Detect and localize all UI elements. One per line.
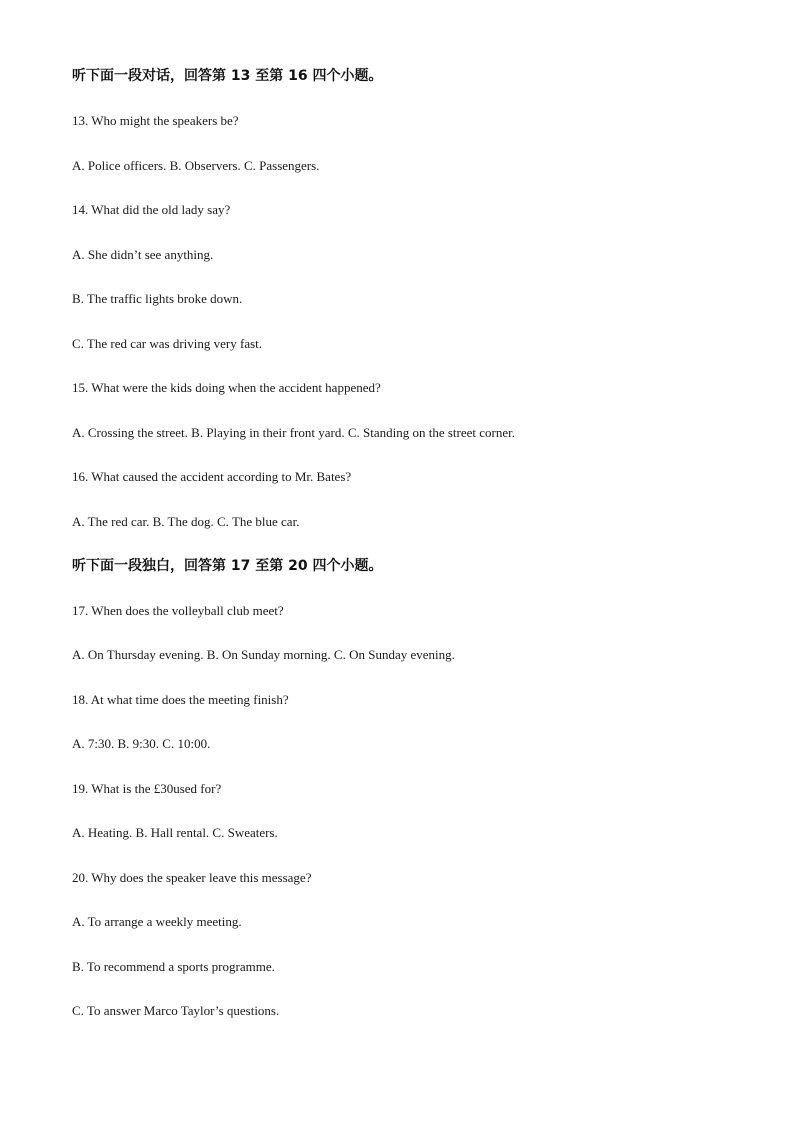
question-17: 17. When does the volleyball club meet? xyxy=(72,603,284,618)
question-14-option-c: C. The red car was driving very fast. xyxy=(72,336,263,351)
question-14-option-b: B. The traffic lights broke down. xyxy=(72,291,243,306)
question-20: 20. Why does the speaker leave this message? xyxy=(72,870,312,885)
question-19-options: A. Heating. B. Hall rental. C. Sweaters. xyxy=(72,825,278,840)
question-17-options: A. On Thursday evening. B. On Sunday morning. C. On Sunday evening. xyxy=(72,647,455,662)
question-15: 15. What were the kids doing when the accident happened? xyxy=(72,380,381,395)
section-heading-monologue: 听下面一段独白，回答第 17 至第 20 四个小题。 xyxy=(72,558,383,574)
question-16-options: A. The red car. B. The dog. C. The blue car. xyxy=(72,514,300,529)
section-heading-dialogue: 听下面一段对话，回答第 13 至第 16 四个小题。 xyxy=(72,68,383,84)
question-13-options: A. Police officers. B. Observers. C. Passengers. xyxy=(72,158,320,173)
question-14-option-a: A. She didn’t see anything. xyxy=(72,247,214,262)
question-18: 18. At what time does the meeting finish? xyxy=(72,692,289,707)
question-15-options: A. Crossing the street. B. Playing in their front yard. C. Standing on the street corner. xyxy=(72,425,516,440)
question-20-option-a: A. To arrange a weekly meeting. xyxy=(72,914,242,929)
question-20-option-c: C. To answer Marco Taylor’s questions. xyxy=(72,1003,280,1018)
question-20-option-b: B. To recommend a sports programme. xyxy=(72,959,275,974)
question-16: 16. What caused the accident according to Mr. Bates? xyxy=(72,469,352,484)
question-14: 14. What did the old lady say? xyxy=(72,202,231,217)
question-13: 13. Who might the speakers be? xyxy=(72,113,239,128)
question-18-options: A. 7:30. B. 9:30. C. 10:00. xyxy=(72,736,211,751)
question-19: 19. What is the £30used for? xyxy=(72,781,222,796)
